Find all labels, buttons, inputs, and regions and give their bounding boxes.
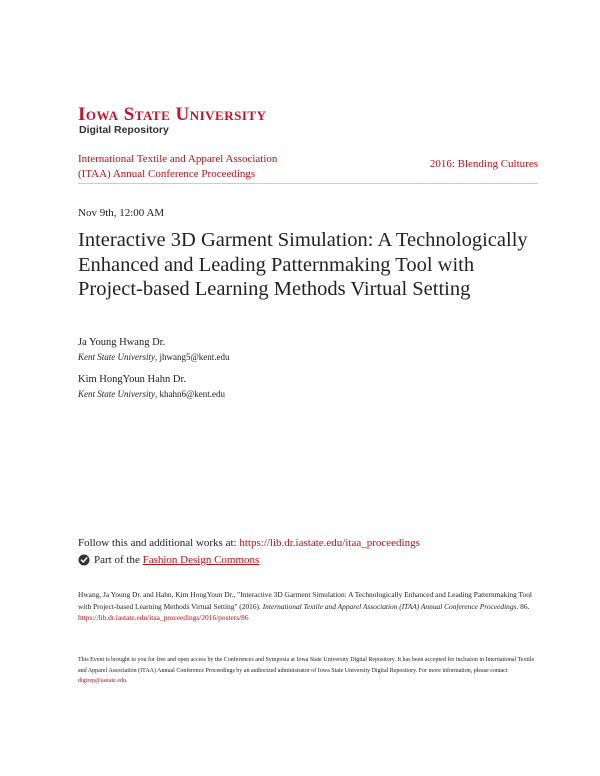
author-institution: Kent State University bbox=[78, 352, 155, 362]
series-line-1: International Textile and Apparel Association bbox=[78, 153, 278, 165]
proceedings-link[interactable]: https://lib.dr.iastate.edu/itaa_proceedings bbox=[239, 537, 420, 549]
follow-line bbox=[78, 537, 420, 549]
series-line-2: (ITAA) Annual Conference Proceedings bbox=[78, 167, 256, 180]
author-name: Ja Young Hwang Dr. bbox=[78, 337, 166, 348]
fashion-design-commons-link[interactable]: Fashion Design Commons bbox=[142, 554, 260, 566]
university-logo: Iowa State University bbox=[78, 104, 267, 125]
part-of-text: Part of the bbox=[94, 554, 143, 566]
event-date: Nov 9th, 12:00 AM bbox=[78, 207, 165, 219]
citation-url-link[interactable]: https://lib.dr.iastate.edu/itaa_proceedings/2016/posters/86 bbox=[78, 613, 249, 622]
author-affiliation bbox=[78, 389, 225, 399]
contact-email-link[interactable]: digirep@iastate.edu bbox=[78, 678, 127, 684]
citation-block bbox=[78, 589, 538, 624]
conference-year-link[interactable]: 2016: Blending Cultures bbox=[429, 158, 538, 170]
series-link[interactable] bbox=[78, 152, 338, 181]
citation-journal: International Textile and Apparel Association (ITAA) Annual Conference Proceedings bbox=[262, 601, 517, 611]
notice-end: . bbox=[126, 678, 128, 684]
part-of-line bbox=[78, 554, 259, 566]
citation-rest: . 86. bbox=[516, 601, 530, 611]
citation-text: Hwang, Ja Young Dr. and Hahn, Kim HongYoun Dr., "Interactive 3D Garment Simulation: A Technologically Enhanced and Leading Patternmaking Tool with Project-based Learning Methods Virtual Setting" (2016). bbox=[78, 590, 532, 611]
document-title: Interactive 3D Garment Simulation: A Technologically Enhanced and Leading Patternmaking Tool with Project-based Learning Methods Virtual Setting bbox=[78, 229, 528, 300]
author-name: Kim HongYoun Hahn Dr. bbox=[78, 374, 187, 385]
follow-text: Follow this and additional works at: bbox=[78, 537, 240, 549]
header-divider bbox=[78, 183, 538, 184]
author-email[interactable]: , khahn6@kent.edu bbox=[154, 389, 226, 399]
repository-logo-subtitle: Digital Repository bbox=[79, 124, 169, 136]
author-institution: Kent State University bbox=[78, 389, 155, 399]
author-email[interactable]: , jhwang5@kent.edu bbox=[154, 352, 230, 362]
open-access-icon bbox=[78, 554, 90, 566]
author-affiliation bbox=[78, 352, 230, 362]
access-notice bbox=[78, 655, 538, 687]
notice-text: This Event is brought to you for free and open access by the Conferences and Symposia at Iowa State University Digital Repository. It has been accepted for inclusion in International Textile and Apparel Association (ITAA) Annual Conference Proceedings by an authorized administrator of Iowa State University Digital Repository. For more information, please contact bbox=[78, 657, 535, 674]
